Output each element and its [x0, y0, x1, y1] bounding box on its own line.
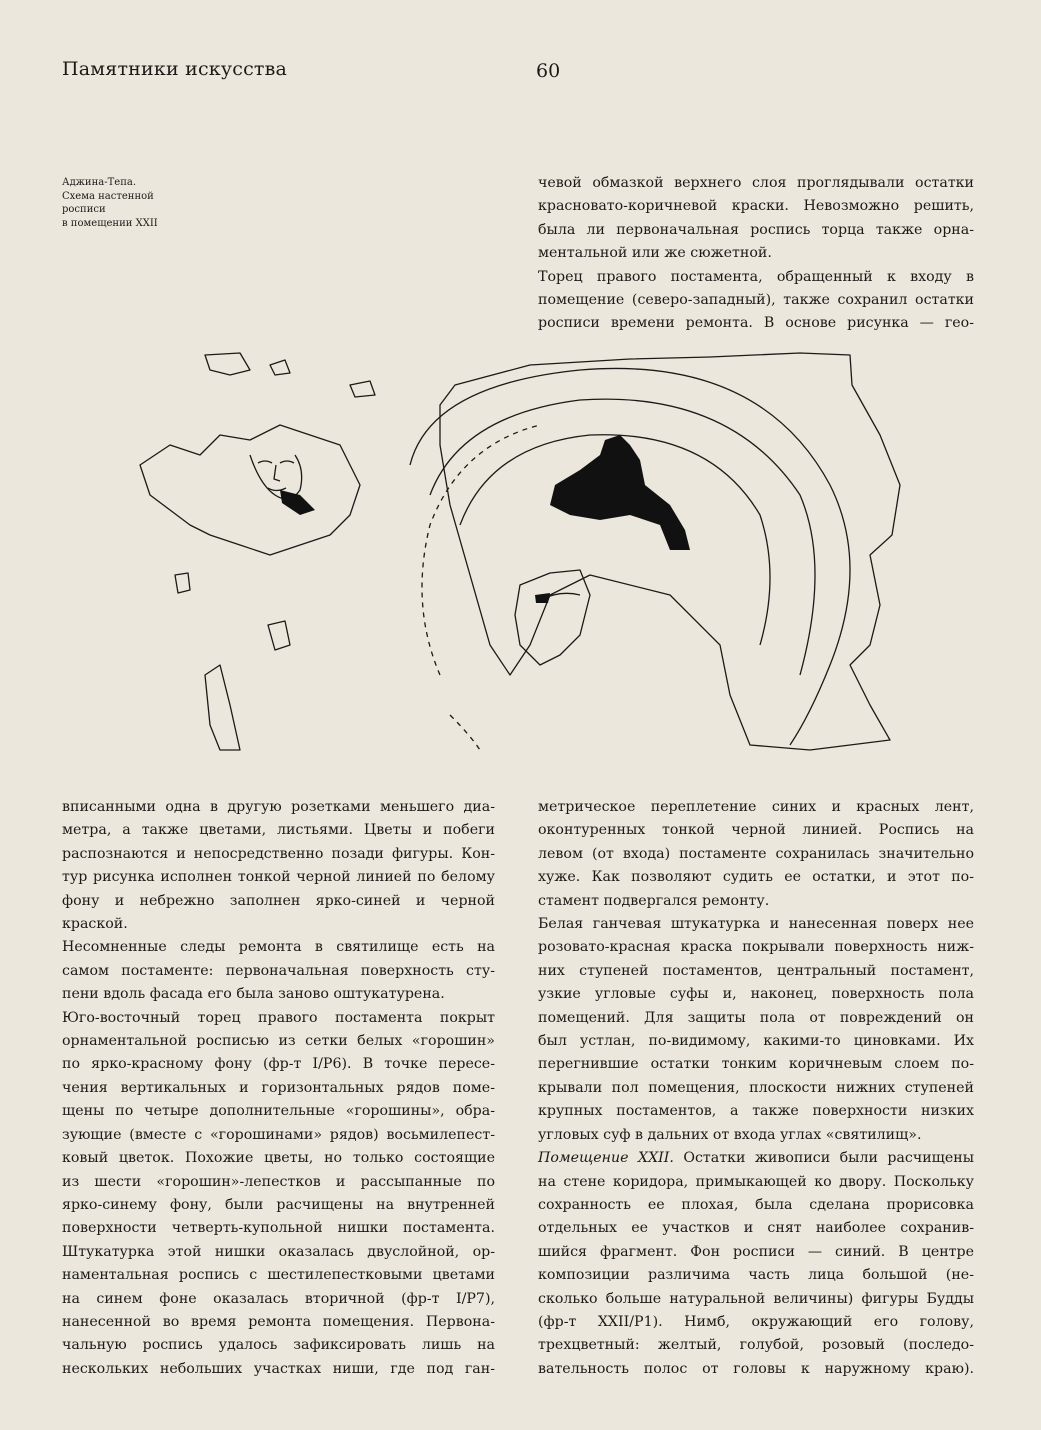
text-line: был устлан, по-видимому, какими-то циновками. Их: [538, 1033, 974, 1050]
face-nose: [274, 465, 280, 481]
text-line: щены по четыре дополнительные «горошины», обра-: [62, 1103, 495, 1120]
halo-arc-dashed: [450, 715, 480, 750]
face-contour: [250, 455, 302, 499]
text-line: фону и небрежно заполнен ярко-синей и черной: [62, 892, 495, 909]
text-line: наментальная роспись с шестилепестковыми цветами: [62, 1267, 495, 1284]
text-line: по ярко-красному фону (фр-т I/P6). В точке пересе-: [62, 1056, 495, 1073]
small-fragment: [270, 360, 290, 375]
text-line: пени вдоль фасада его была заново оштукатурена.: [62, 986, 445, 1003]
text-line: крупных постаментов, а также поверхности низких: [538, 1103, 974, 1120]
text-line: была ли первоначальная роспись торца также орна-: [538, 221, 974, 238]
fragment-outline: [440, 353, 900, 750]
text-line: на синем фоне оказалась вторичной (фр-т I/P7),: [62, 1290, 495, 1307]
text-line: узкие угловые суфы и, наконец, поверхность пола: [538, 986, 974, 1003]
text-line: Торец правого постамента, обращенный к входу в: [538, 268, 974, 285]
text-line: сохранность ее плохая, была сделана прорисовка: [538, 1196, 974, 1213]
text-line: шийся фрагмент. Фон росписи — синий. В центре: [538, 1243, 974, 1260]
small-fragment: [175, 573, 190, 593]
text-line: помещений. Для защиты пола от повреждений он: [538, 1009, 974, 1026]
page-number: 60: [536, 60, 561, 82]
text-line: орнаментальной росписью из сетки белых «горошин»: [62, 1033, 495, 1050]
text-line: нескольких небольших участках ниши, где под ган-: [62, 1360, 495, 1377]
text-line: из шести «горошин»-лепестков и рассыпанные по: [62, 1173, 495, 1190]
running-header-title: Памятники искусства: [62, 58, 288, 80]
text-line: поверхности четверть-купольной нишки постамента.: [62, 1220, 495, 1237]
caption-line: росписи: [62, 204, 106, 215]
text-line: розовато-красная краска покрывали поверхность ниж-: [538, 939, 974, 956]
text-line: красновато-коричневой краски. Невозможно решить,: [538, 198, 974, 215]
face-eye: [258, 461, 272, 463]
small-fragment: [350, 381, 375, 397]
text-line: ковый цветок. Похожие цветы, но только состоящие: [62, 1150, 495, 1167]
black-paint-area: [535, 593, 550, 603]
text-line: трехцветный: желтый, голубой, розовый (последо-: [538, 1337, 974, 1354]
section-heading: Помещение XXII.: [538, 1150, 674, 1167]
text-line: хуже. Как позволяют судить ее остатки, и этот по-: [538, 869, 974, 886]
text-line: нанесенной во время ремонта помещения. Первона-: [62, 1313, 495, 1330]
text-line: метра, а также цветами, листьями. Цветы и побеги: [62, 822, 495, 839]
text-line: Юго-восточный торец правого постамента покрыт: [62, 1009, 495, 1026]
small-fragment: [205, 353, 250, 375]
small-fragment: [205, 665, 240, 750]
text-line: композиции различима часть лица большой (не-: [538, 1267, 974, 1284]
text-line: отдельных ее участков и снят наиболее сохранив-: [538, 1220, 974, 1237]
text-line: сколько больше натуральной величины) фигуры Будды: [538, 1290, 974, 1307]
text-line: вательность полос от головы к наружному краю).: [538, 1360, 974, 1377]
black-paint-area: [550, 435, 690, 550]
text-line: росписи времени ремонта. В основе рисунка — гео-: [538, 315, 974, 332]
face-fragment-outline: [140, 425, 360, 555]
text-line: ментальной или же сюжетной.: [538, 245, 772, 262]
face-eye: [280, 461, 294, 463]
figure-caption: [62, 176, 192, 230]
text-line: Штукатурка этой нишки оказалась двуслойной, ор-: [62, 1243, 495, 1260]
text-line: самом постаменте: первоначальная поверхность сту-: [62, 962, 495, 979]
text-line: зующие (вместе с «горошинами» рядов) восьмилепест-: [62, 1126, 495, 1143]
text-column-bottom-left: [62, 796, 495, 1381]
mural-scheme-drawing: [110, 345, 910, 765]
text-line: них ступеней постаментов, центральный постамент,: [538, 962, 974, 979]
text-line: крывали пол помещения, плоскости нижних ступеней: [538, 1079, 974, 1096]
text-line: на стене коридора, примыкающей ко двору. Поскольку: [538, 1173, 974, 1190]
halo-arc-dashed: [422, 425, 540, 675]
face-mouth: [268, 488, 286, 491]
text-line: чевой обмазкой верхнего слоя проглядывали остатки: [538, 175, 974, 191]
text-line: чения вертикальных и горизонтальных рядов поме-: [62, 1079, 495, 1096]
small-fragment: [515, 570, 590, 665]
text-line: левом (от входа) постаменте сохранилась значительно: [538, 845, 974, 862]
text-line: Несомненные следы ремонта в святилище есть на: [62, 939, 495, 956]
text-line: чальную роспись удалось зафиксировать лишь на: [62, 1337, 495, 1354]
text-line: краской.: [62, 916, 128, 933]
text-line: метрическое переплетение синих и красных лент,: [538, 799, 974, 815]
text-line: Помещение XXII. Остатки живописи были расчищены: [538, 1150, 974, 1167]
text-line: оконтуренных тонкой черной линией. Роспись на: [538, 822, 974, 839]
text-line: Белая ганчевая штукатурка и нанесенная поверх нее: [538, 916, 974, 933]
text-line: (фр-т XXII/P1). Нимб, окружающий его голову,: [538, 1313, 974, 1330]
caption-line: в помещении XXII: [62, 217, 158, 229]
text-line: тур рисунка исполнен тонкой черной линией по белому: [62, 869, 495, 886]
text-line: угловых суф в дальних от входа углах «святилищ».: [538, 1126, 922, 1143]
halo-arc-outer: [410, 368, 850, 745]
text-line: помещение (северо-западный), также сохранил остатки: [538, 292, 974, 309]
caption-line: Аджина-Тепа.: [62, 177, 136, 188]
text-column-bottom-right: [538, 796, 974, 1381]
text-column-top-right: [538, 172, 974, 336]
text-line: перегнившие остатки тонким коричневым слоем по-: [538, 1056, 974, 1073]
text-line: стамент подвергался ремонту.: [538, 892, 770, 909]
text-line: распознаются и непосредственно позади фигуры. Кон-: [62, 845, 495, 862]
caption-line: Схема настенной: [62, 190, 154, 202]
text-line: вписанными одна в другую розетками меньшего диа-: [62, 799, 495, 815]
text-line: ярко-синему фону, были расчищены на внутренней: [62, 1196, 495, 1213]
small-fragment: [268, 621, 290, 650]
